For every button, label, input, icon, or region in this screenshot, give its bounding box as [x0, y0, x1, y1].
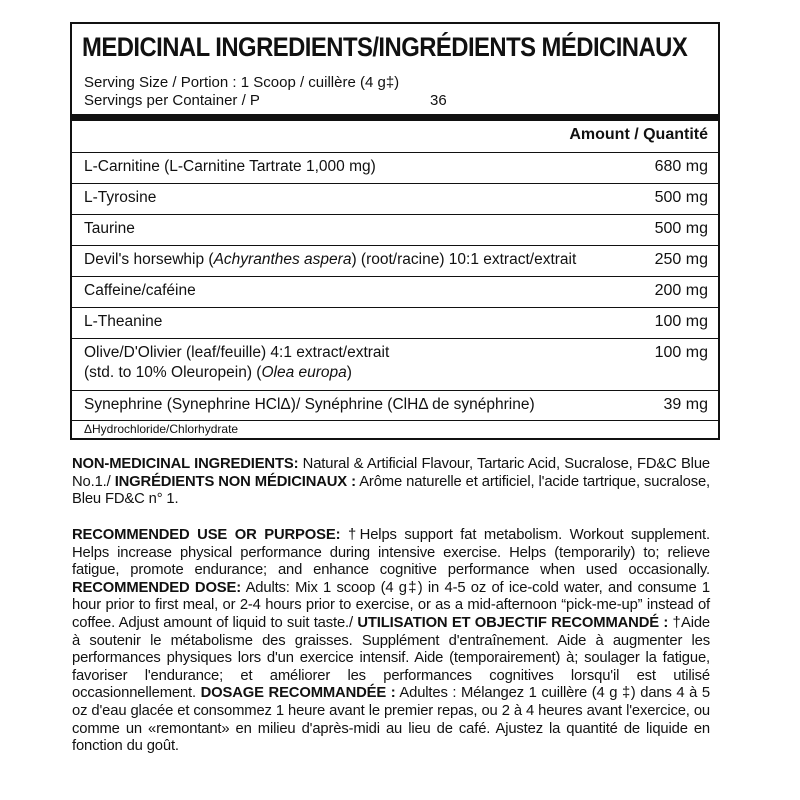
ingredient-name: Caffeine/caféine — [84, 282, 196, 299]
section-label: NON-MEDICINAL INGREDIENTS: — [72, 456, 299, 472]
section-text: Adults: Mix 1 scoop (4 g‡) in 4-5 oz of ice-cold water, and consume 1 hour prior to first meal, or 2-4 hours prior to exercise, or as a mid-afternoon “pick-me-up” instead of coffee. Adjust amount of liquid to suit taste./ — [72, 579, 710, 631]
ingredient-name: L-Theanine — [84, 313, 163, 330]
ingredient-amount: 100 mg — [654, 313, 708, 330]
ingredient-amount: 500 mg — [654, 220, 708, 237]
servings-label: Servings per Container / P — [84, 92, 260, 109]
ingredient-row — [72, 338, 718, 390]
ingredient-name-part: Devil's horsewhip ( — [84, 251, 214, 268]
ingredient-name-line: Olive/D'Olivier (leaf/feuille) 4:1 extract/extrait — [84, 344, 390, 361]
ingredient-row — [72, 214, 718, 245]
serving-size: Serving Size / Portion : 1 Scoop / cuillère (4 g‡) — [84, 74, 400, 91]
ingredient-amount: 680 mg — [654, 158, 708, 175]
heavy-divider — [72, 114, 718, 121]
ingredient-row — [72, 390, 718, 421]
ingredient-amount: 39 mg — [663, 396, 708, 413]
section-text: Adultes : Mélangez 1 cuillère (4 g ‡) dans 4 à 5 oz d'eau glacée et consommez 1 heure avant le premier repas, ou 2 à 4 heures avant l'exercice, ou comme un «remontant» en milieu d'après-midi au lieu de café. Ajustez la quantité de liquide en fonction du goût. — [72, 685, 710, 755]
panel-title: MEDICINAL INGREDIENTS/INGRÉDIENTS MÉDICINAUX — [82, 32, 688, 62]
ingredient-name-part: ) — [346, 364, 352, 381]
footnote: ΔHydrochloride/Chlorhydrate — [84, 422, 239, 436]
section-text: †Aide à soutenir le métabolisme des graisses. Supplément d'entraînement. Aide à augmenter les performances physiques lors d'un exercice intensif. Aide (temporairement) à; soulager la fatigue, favoriser l'endurance; et améliorer les performances cognitives lorsqu'il est utilisé occasionnellement. — [72, 614, 710, 702]
servings-per-container — [84, 92, 447, 109]
section-label: RECOMMENDED USE OR PURPOSE: — [72, 527, 341, 543]
recommended-use-section — [72, 527, 710, 756]
section-label: DOSAGE RECOMMANDÉE : — [200, 685, 396, 702]
ingredient-row — [72, 183, 718, 214]
section-label: UTILISATION ET OBJECTIF RECOMMANDÉ : — [357, 614, 669, 631]
ingredient-row — [72, 307, 718, 338]
medicinal-ingredients-panel — [70, 22, 720, 440]
section-label: INGRÉDIENTS NON MÉDICINAUX : — [114, 473, 356, 490]
section-text: Arôme naturelle et artificiel, l'acide tartrique, sucralose, Bleu FD&C n° 1. — [72, 473, 710, 508]
ingredient-name-part: (std. to 10% Oleuropein) ( — [84, 364, 262, 381]
ingredients-table — [72, 152, 718, 421]
amount-column-header: Amount / Quantité — [569, 126, 708, 143]
section-text: Natural & Artificial Flavour, Tartaric Acid, Sucralose, FD&C Blue No.1./ — [72, 456, 710, 490]
ingredient-latin-name: Achyranthes aspera — [213, 251, 352, 268]
servings-count: 36 — [430, 92, 447, 109]
non-medicinal-ingredients — [72, 456, 710, 509]
ingredient-latin-name: Olea europa — [261, 364, 347, 381]
ingredient-amount: 100 mg — [654, 344, 708, 361]
ingredient-amount: 200 mg — [654, 282, 708, 299]
ingredient-name: Taurine — [84, 220, 135, 237]
ingredient-name-part: ) (root/racine) 10:1 extract/extrait — [351, 251, 577, 268]
section-text: †Helps support fat metabolism. Workout supplement. Helps increase physical performance during intensive exercise. Helps (temporarily) to; relieve fatigue, promote endurance; and enhance cognitive performance when used occasionally. — [72, 527, 710, 579]
section-label: RECOMMENDED DOSE: — [72, 579, 242, 596]
ingredient-name — [84, 250, 576, 270]
ingredient-row — [72, 276, 718, 307]
ingredient-name — [84, 343, 389, 383]
ingredient-name: L-Tyrosine — [84, 189, 157, 206]
ingredient-name: Synephrine (Synephrine HClΔ)/ Synéphrine (ClHΔ de synéphrine) — [84, 396, 535, 413]
ingredient-name: L-Carnitine (L-Carnitine Tartrate 1,000 mg) — [84, 158, 376, 175]
ingredient-row — [72, 152, 718, 183]
ingredient-row — [72, 245, 718, 276]
ingredient-amount: 500 mg — [654, 189, 708, 206]
ingredient-amount: 250 mg — [654, 251, 708, 268]
